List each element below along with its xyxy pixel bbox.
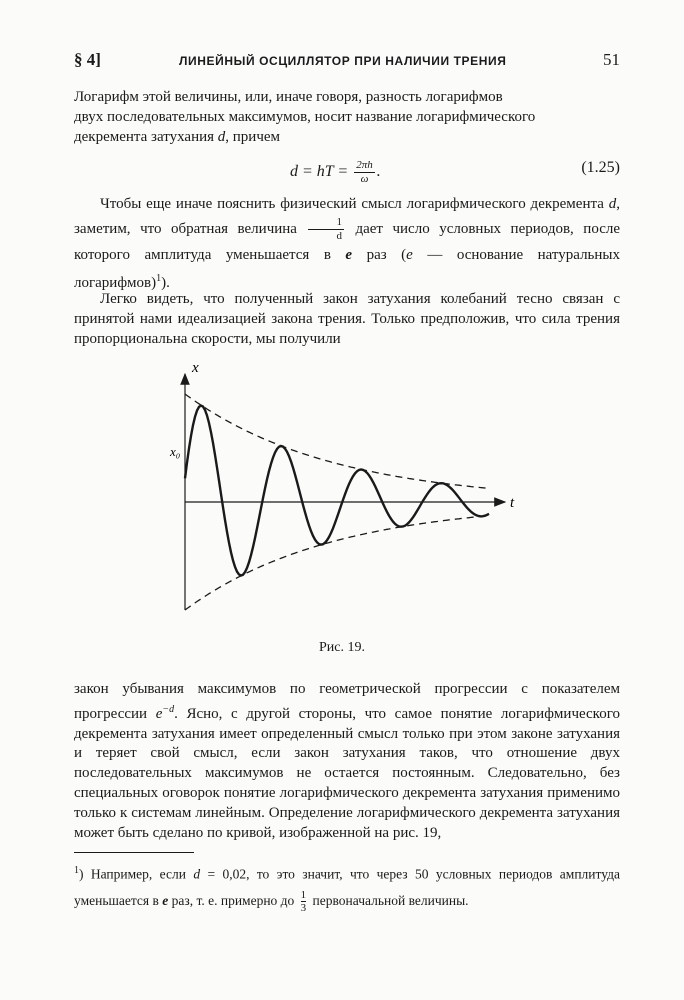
axis-label-t: t bbox=[510, 495, 515, 511]
page-number: 51 bbox=[603, 50, 620, 69]
figure-caption: Рис. 19. bbox=[319, 640, 365, 655]
running-title: ЛИНЕЙНЫЙ ОСЦИЛЛЯТОР ПРИ НАЛИЧИИ ТРЕНИЯ bbox=[179, 54, 507, 68]
oscillation-curve bbox=[185, 406, 489, 576]
damped-oscillation-chart bbox=[160, 360, 540, 630]
lower-envelope bbox=[185, 516, 489, 610]
equation-body: d = hT = $\frac{2\pi h}{\omega}$ . bbox=[290, 159, 381, 185]
label-x0: x₀ bbox=[170, 444, 181, 459]
figure-19 bbox=[160, 360, 540, 630]
paragraph-physical-meaning: Чтобы еще иначе пояснить физический смысл логарифмического декремента d, заметим, что обратная величина $\frac{1}{d}$ дает число условных периодов, после которого амплитуда уменьшается в e раз (e — основание натуральных логарифмов)$^1$). bbox=[74, 196, 621, 291]
inline-fraction: $\frac{1}{d}$ bbox=[308, 216, 344, 243]
footnote-rule bbox=[74, 852, 194, 853]
equation-number: (1.25) bbox=[581, 159, 620, 176]
footnote: $^1$) Например, если d = 0,02, то это значит, что через 50 условных периодов амплитуда уменьшается в e раз, т. е. примерно до $\frac{1}{3}$ первоначальной величины. bbox=[74, 865, 621, 914]
para1-line1: Логарифм этой величины, или, иначе говоря, разность логарифмов bbox=[74, 89, 503, 105]
footnote-fraction: $\frac{1}{3}$ bbox=[300, 888, 307, 914]
paragraph-logarithm bbox=[74, 88, 620, 147]
axis-label-x: x bbox=[192, 360, 199, 376]
para1-line3: декремента затухания d, причем bbox=[74, 128, 281, 145]
para1-line2: двух последовательных максимумов, носит название логарифмического bbox=[74, 108, 536, 125]
paragraph-geometric-progression: закон убывания максимумов по геометрической прогрессии с показателем прогрессии $e^{-d}$. Ясно, с другой стороны, что самое понятие логарифмического декремента затухания имеет определенный смысл только при этом законе затухания и теряет свой смысл, если закон затухания таков, что отношение двух последовательных максимумов не остается постоянным. Следовательно, без специальных оговорок понятие логарифмического декремента затухания применимо только к системам линейным. Определение логарифмического декремента затухания может быть сделано по кривой, изображенной на рис. 19, bbox=[74, 681, 620, 841]
section-marker: § 4] bbox=[74, 50, 101, 69]
running-header bbox=[74, 50, 620, 74]
upper-envelope bbox=[185, 394, 489, 488]
equation-1-25 bbox=[74, 154, 620, 188]
paragraph-damping-law: Легко видеть, что полученный закон затухания колебаний тесно связан с принятой нами идеализацией закона трения. Только предположив, что сила трения пропорциональна скорости, мы получили bbox=[74, 291, 620, 347]
